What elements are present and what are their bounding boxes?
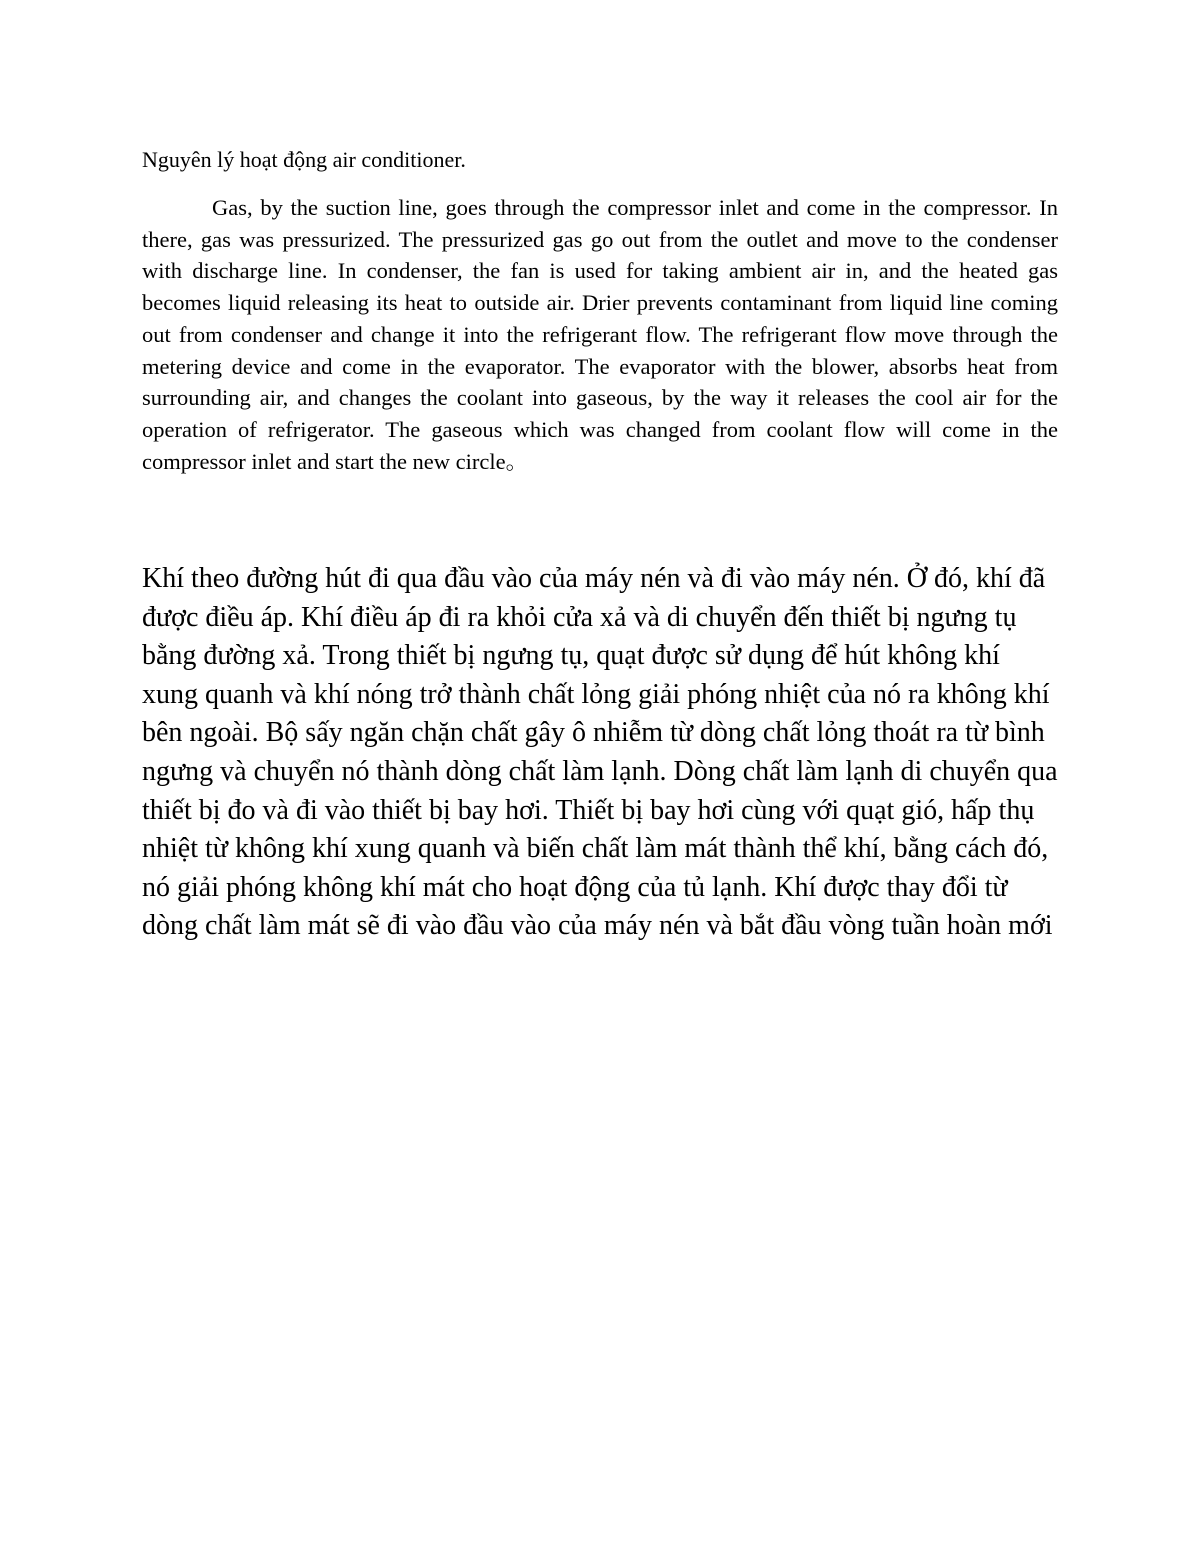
document-title: Nguyên lý hoạt động air conditioner.: [142, 147, 466, 172]
english-paragraph: Gas, by the suction line, goes through the compressor inlet and come in the compressor. In there, gas was pressurized. The pressurized gas go out from the outlet and move to the condenser with discharge line. In condenser, the fan is used for taking ambient air in, and the heated gas becomes liquid releasing its heat to outside air. Drier prevents contaminant from liquid line coming out from condenser and change it into the refrigerant flow. The refrigerant flow move through the metering device and come in the evaporator. The evaporator with the blower, absorbs heat from surrounding air, and changes the coolant into gaseous, by the way it releases the cool air for the operation of refrigerator. The gaseous which was changed from coolant flow will come in the compressor inlet and start the new circle。: [142, 195, 1058, 474]
vietnamese-paragraph: Khí theo đường hút đi qua đầu vào của máy nén và đi vào máy nén. Ở đó, khí đã được điều áp. Khí điều áp đi ra khỏi cửa xả và di chuyển đến thiết bị ngưng tụ bằng đường xả. Trong thiết bị ngưng tụ, quạt được sử dụng để hút không khí xung quanh và khí nóng trở thành chất lỏng giải phóng nhiệt của nó ra không khí bên ngoài. Bộ sấy ngăn chặn chất gây ô nhiễm từ dòng chất lỏng thoát ra từ bình ngưng và chuyển nó thành dòng chất làm lạnh. Dòng chất làm lạnh di chuyển qua thiết bị đo và đi vào thiết bị bay hơi. Thiết bị bay hơi cùng với quạt gió, hấp thụ nhiệt từ không khí xung quanh và biến chất làm mát thành thể khí, bằng cách đó, nó giải phóng không khí mát cho hoạt động của tủ lạnh. Khí được thay đổi từ dòng chất làm mát sẽ đi vào đầu vào của máy nén và bắt đầu vòng tuần hoàn mới: [142, 563, 1058, 942]
